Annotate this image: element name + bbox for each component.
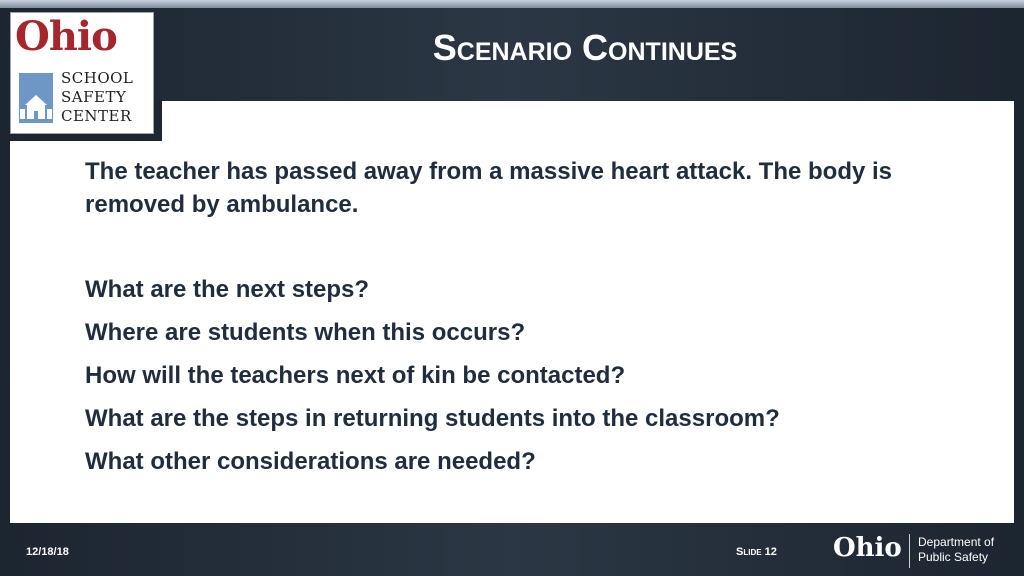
ohio-dps-logo: Ohio (833, 533, 902, 563)
ohio-school-safety-center-logo (10, 12, 154, 134)
question-item: What other considerations are needed? (85, 448, 536, 475)
question-item: What are the steps in returning students into the classroom? (85, 405, 780, 432)
footer-date: 12/18/18 (26, 546, 69, 558)
logo-line-safety: SAFETY (61, 88, 127, 106)
question-item: Where are students when this occurs? (85, 319, 526, 346)
dept-line-2: Public Safety (918, 550, 989, 564)
logo-ohio-text: Ohio (15, 13, 117, 60)
logo-line-center: CENTER (61, 107, 132, 125)
slide-number: Slide 12 (736, 546, 777, 558)
question-item: How will the teachers next of kin be contacted? (85, 362, 626, 389)
top-accent-strip (0, 0, 1024, 8)
school-building-icon (17, 71, 55, 125)
dept-line-1: Department of (918, 535, 995, 549)
logo-line-school: SCHOOL (61, 69, 134, 87)
question-list (85, 273, 975, 488)
dept-public-safety-label (918, 535, 994, 565)
question-item: What are the next steps? (85, 276, 370, 303)
footer-logo-divider (909, 534, 910, 568)
scenario-paragraph: The teacher has passed away from a massive heart attack. The body is removed by ambulance. (85, 158, 893, 218)
slide-title: Scenario Continues (432, 27, 738, 68)
